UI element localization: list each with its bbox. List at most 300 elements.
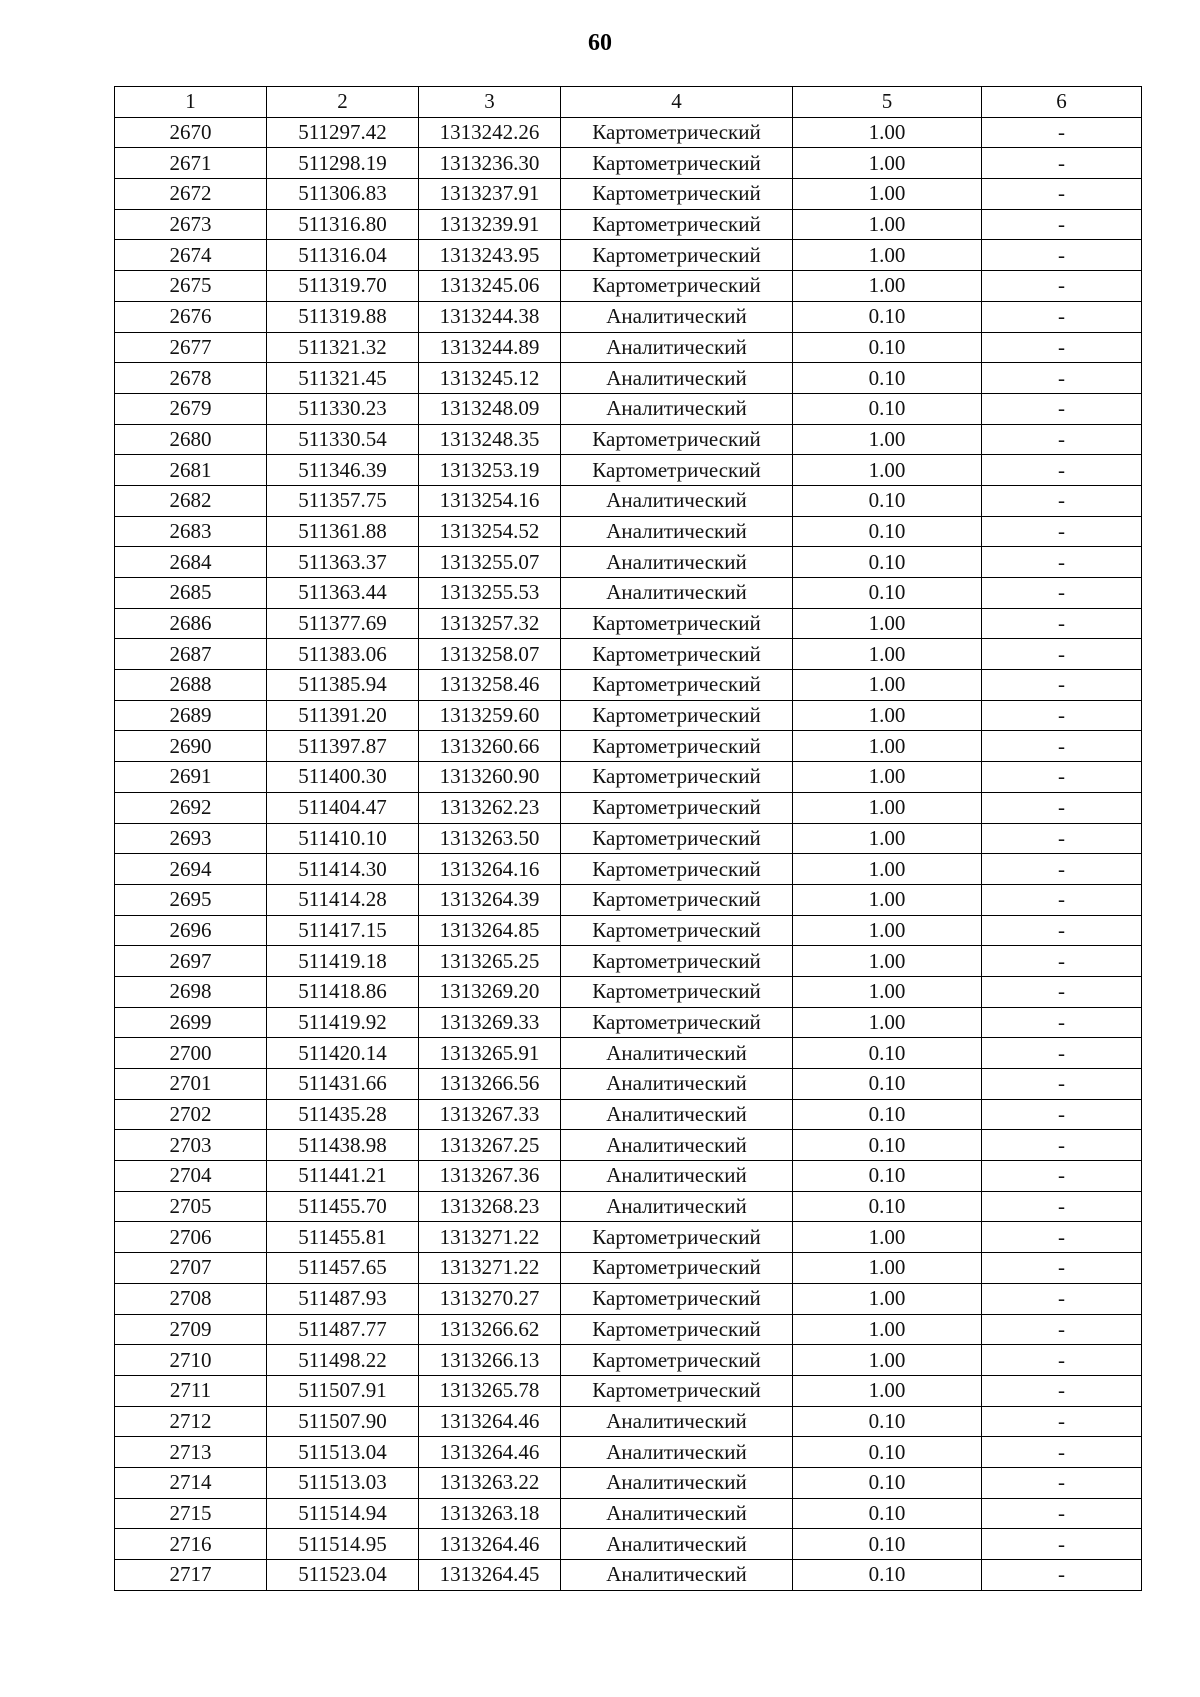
accuracy-cell: 0.10 bbox=[793, 332, 982, 363]
y-coordinate-cell: 1313264.46 bbox=[419, 1529, 561, 1560]
point-number-cell: 2711 bbox=[115, 1375, 267, 1406]
method-cell: Картометрический bbox=[561, 639, 793, 670]
accuracy-cell: 1.00 bbox=[793, 884, 982, 915]
accuracy-cell: 1.00 bbox=[793, 915, 982, 946]
x-coordinate-cell: 511418.86 bbox=[267, 976, 419, 1007]
accuracy-cell: 1.00 bbox=[793, 976, 982, 1007]
note-cell: - bbox=[982, 393, 1142, 424]
y-coordinate-cell: 1313269.33 bbox=[419, 1007, 561, 1038]
x-coordinate-cell: 511321.32 bbox=[267, 332, 419, 363]
x-coordinate-cell: 511316.04 bbox=[267, 240, 419, 271]
x-coordinate-cell: 511419.18 bbox=[267, 946, 419, 977]
method-cell: Аналитический bbox=[561, 485, 793, 516]
y-coordinate-cell: 1313266.13 bbox=[419, 1345, 561, 1376]
table-row bbox=[115, 271, 1142, 302]
table-header bbox=[115, 87, 1142, 118]
method-cell: Картометрический bbox=[561, 179, 793, 210]
table-row bbox=[115, 639, 1142, 670]
note-cell: - bbox=[982, 1467, 1142, 1498]
point-number-cell: 2675 bbox=[115, 271, 267, 302]
point-number-cell: 2671 bbox=[115, 148, 267, 179]
note-cell: - bbox=[982, 578, 1142, 609]
accuracy-cell: 0.10 bbox=[793, 1498, 982, 1529]
x-coordinate-cell: 511438.98 bbox=[267, 1130, 419, 1161]
y-coordinate-cell: 1313264.46 bbox=[419, 1406, 561, 1437]
column-header: 3 bbox=[419, 87, 561, 118]
y-coordinate-cell: 1313263.18 bbox=[419, 1498, 561, 1529]
table-row bbox=[115, 731, 1142, 762]
x-coordinate-cell: 511306.83 bbox=[267, 179, 419, 210]
table-row bbox=[115, 117, 1142, 148]
y-coordinate-cell: 1313259.60 bbox=[419, 700, 561, 731]
y-coordinate-cell: 1313242.26 bbox=[419, 117, 561, 148]
x-coordinate-cell: 511330.23 bbox=[267, 393, 419, 424]
y-coordinate-cell: 1313258.07 bbox=[419, 639, 561, 670]
note-cell: - bbox=[982, 1130, 1142, 1161]
note-cell: - bbox=[982, 1007, 1142, 1038]
column-header: 2 bbox=[267, 87, 419, 118]
accuracy-cell: 1.00 bbox=[793, 148, 982, 179]
accuracy-cell: 0.10 bbox=[793, 1099, 982, 1130]
point-number-cell: 2678 bbox=[115, 363, 267, 394]
x-coordinate-cell: 511435.28 bbox=[267, 1099, 419, 1130]
method-cell: Аналитический bbox=[561, 1191, 793, 1222]
y-coordinate-cell: 1313267.33 bbox=[419, 1099, 561, 1130]
method-cell: Аналитический bbox=[561, 1560, 793, 1591]
y-coordinate-cell: 1313255.53 bbox=[419, 578, 561, 609]
note-cell: - bbox=[982, 1560, 1142, 1591]
x-coordinate-cell: 511346.39 bbox=[267, 455, 419, 486]
y-coordinate-cell: 1313264.46 bbox=[419, 1437, 561, 1468]
method-cell: Аналитический bbox=[561, 1038, 793, 1069]
table-body bbox=[115, 117, 1142, 1590]
method-cell: Аналитический bbox=[561, 1099, 793, 1130]
accuracy-cell: 0.10 bbox=[793, 1191, 982, 1222]
table-row bbox=[115, 762, 1142, 793]
accuracy-cell: 1.00 bbox=[793, 731, 982, 762]
method-cell: Аналитический bbox=[561, 393, 793, 424]
point-number-cell: 2689 bbox=[115, 700, 267, 731]
method-cell: Аналитический bbox=[561, 516, 793, 547]
accuracy-cell: 1.00 bbox=[793, 1345, 982, 1376]
method-cell: Картометрический bbox=[561, 271, 793, 302]
method-cell: Картометрический bbox=[561, 823, 793, 854]
accuracy-cell: 1.00 bbox=[793, 1253, 982, 1284]
method-cell: Картометрический bbox=[561, 731, 793, 762]
accuracy-cell: 0.10 bbox=[793, 1069, 982, 1100]
table-row bbox=[115, 1375, 1142, 1406]
note-cell: - bbox=[982, 854, 1142, 885]
table-row bbox=[115, 1099, 1142, 1130]
method-cell: Картометрический bbox=[561, 700, 793, 731]
accuracy-cell: 0.10 bbox=[793, 1437, 982, 1468]
point-number-cell: 2676 bbox=[115, 301, 267, 332]
table-row bbox=[115, 393, 1142, 424]
point-number-cell: 2713 bbox=[115, 1437, 267, 1468]
x-coordinate-cell: 511523.04 bbox=[267, 1560, 419, 1591]
x-coordinate-cell: 511514.94 bbox=[267, 1498, 419, 1529]
table-row bbox=[115, 485, 1142, 516]
column-header: 1 bbox=[115, 87, 267, 118]
accuracy-cell: 1.00 bbox=[793, 209, 982, 240]
method-cell: Картометрический bbox=[561, 1283, 793, 1314]
method-cell: Картометрический bbox=[561, 915, 793, 946]
point-number-cell: 2684 bbox=[115, 547, 267, 578]
x-coordinate-cell: 511363.44 bbox=[267, 578, 419, 609]
accuracy-cell: 1.00 bbox=[793, 608, 982, 639]
y-coordinate-cell: 1313271.22 bbox=[419, 1253, 561, 1284]
x-coordinate-cell: 511363.37 bbox=[267, 547, 419, 578]
x-coordinate-cell: 511513.04 bbox=[267, 1437, 419, 1468]
table-row bbox=[115, 1253, 1142, 1284]
note-cell: - bbox=[982, 1437, 1142, 1468]
y-coordinate-cell: 1313267.36 bbox=[419, 1161, 561, 1192]
x-coordinate-cell: 511420.14 bbox=[267, 1038, 419, 1069]
x-coordinate-cell: 511410.10 bbox=[267, 823, 419, 854]
method-cell: Аналитический bbox=[561, 1529, 793, 1560]
method-cell: Аналитический bbox=[561, 547, 793, 578]
point-number-cell: 2712 bbox=[115, 1406, 267, 1437]
note-cell: - bbox=[982, 1314, 1142, 1345]
x-coordinate-cell: 511391.20 bbox=[267, 700, 419, 731]
y-coordinate-cell: 1313271.22 bbox=[419, 1222, 561, 1253]
note-cell: - bbox=[982, 1161, 1142, 1192]
point-number-cell: 2707 bbox=[115, 1253, 267, 1284]
note-cell: - bbox=[982, 179, 1142, 210]
point-number-cell: 2677 bbox=[115, 332, 267, 363]
point-number-cell: 2708 bbox=[115, 1283, 267, 1314]
method-cell: Аналитический bbox=[561, 578, 793, 609]
accuracy-cell: 1.00 bbox=[793, 117, 982, 148]
method-cell: Картометрический bbox=[561, 148, 793, 179]
method-cell: Картометрический bbox=[561, 1222, 793, 1253]
table-row bbox=[115, 424, 1142, 455]
point-number-cell: 2714 bbox=[115, 1467, 267, 1498]
method-cell: Аналитический bbox=[561, 1498, 793, 1529]
point-number-cell: 2705 bbox=[115, 1191, 267, 1222]
accuracy-cell: 1.00 bbox=[793, 823, 982, 854]
y-coordinate-cell: 1313257.32 bbox=[419, 608, 561, 639]
point-number-cell: 2679 bbox=[115, 393, 267, 424]
accuracy-cell: 0.10 bbox=[793, 363, 982, 394]
note-cell: - bbox=[982, 1345, 1142, 1376]
table-row bbox=[115, 578, 1142, 609]
table-row bbox=[115, 148, 1142, 179]
accuracy-cell: 1.00 bbox=[793, 1283, 982, 1314]
x-coordinate-cell: 511507.91 bbox=[267, 1375, 419, 1406]
point-number-cell: 2688 bbox=[115, 670, 267, 701]
method-cell: Картометрический bbox=[561, 946, 793, 977]
method-cell: Картометрический bbox=[561, 240, 793, 271]
table-row bbox=[115, 1007, 1142, 1038]
method-cell: Картометрический bbox=[561, 209, 793, 240]
x-coordinate-cell: 511455.81 bbox=[267, 1222, 419, 1253]
x-coordinate-cell: 511319.88 bbox=[267, 301, 419, 332]
accuracy-cell: 0.10 bbox=[793, 1560, 982, 1591]
table-row bbox=[115, 1130, 1142, 1161]
method-cell: Картометрический bbox=[561, 455, 793, 486]
point-number-cell: 2716 bbox=[115, 1529, 267, 1560]
y-coordinate-cell: 1313236.30 bbox=[419, 148, 561, 179]
y-coordinate-cell: 1313258.46 bbox=[419, 670, 561, 701]
y-coordinate-cell: 1313264.85 bbox=[419, 915, 561, 946]
method-cell: Картометрический bbox=[561, 976, 793, 1007]
x-coordinate-cell: 511321.45 bbox=[267, 363, 419, 394]
table-row bbox=[115, 1437, 1142, 1468]
method-cell: Картометрический bbox=[561, 1253, 793, 1284]
table-row bbox=[115, 547, 1142, 578]
method-cell: Аналитический bbox=[561, 1406, 793, 1437]
note-cell: - bbox=[982, 1069, 1142, 1100]
table-row bbox=[115, 240, 1142, 271]
table-row bbox=[115, 854, 1142, 885]
column-header: 6 bbox=[982, 87, 1142, 118]
accuracy-cell: 1.00 bbox=[793, 700, 982, 731]
y-coordinate-cell: 1313245.12 bbox=[419, 363, 561, 394]
accuracy-cell: 1.00 bbox=[793, 854, 982, 885]
y-coordinate-cell: 1313237.91 bbox=[419, 179, 561, 210]
y-coordinate-cell: 1313265.91 bbox=[419, 1038, 561, 1069]
x-coordinate-cell: 511487.93 bbox=[267, 1283, 419, 1314]
note-cell: - bbox=[982, 884, 1142, 915]
accuracy-cell: 1.00 bbox=[793, 455, 982, 486]
method-cell: Аналитический bbox=[561, 1130, 793, 1161]
note-cell: - bbox=[982, 1222, 1142, 1253]
note-cell: - bbox=[982, 1191, 1142, 1222]
point-number-cell: 2670 bbox=[115, 117, 267, 148]
x-coordinate-cell: 511385.94 bbox=[267, 670, 419, 701]
method-cell: Картометрический bbox=[561, 1007, 793, 1038]
table-row bbox=[115, 516, 1142, 547]
method-cell: Картометрический bbox=[561, 670, 793, 701]
note-cell: - bbox=[982, 301, 1142, 332]
accuracy-cell: 1.00 bbox=[793, 946, 982, 977]
accuracy-cell: 0.10 bbox=[793, 393, 982, 424]
x-coordinate-cell: 511457.65 bbox=[267, 1253, 419, 1284]
table-row bbox=[115, 915, 1142, 946]
table-row bbox=[115, 209, 1142, 240]
point-number-cell: 2702 bbox=[115, 1099, 267, 1130]
method-cell: Картометрический bbox=[561, 424, 793, 455]
accuracy-cell: 0.10 bbox=[793, 516, 982, 547]
point-number-cell: 2695 bbox=[115, 884, 267, 915]
point-number-cell: 2680 bbox=[115, 424, 267, 455]
accuracy-cell: 1.00 bbox=[793, 1314, 982, 1345]
accuracy-cell: 1.00 bbox=[793, 670, 982, 701]
point-number-cell: 2700 bbox=[115, 1038, 267, 1069]
point-number-cell: 2701 bbox=[115, 1069, 267, 1100]
point-number-cell: 2691 bbox=[115, 762, 267, 793]
method-cell: Аналитический bbox=[561, 1467, 793, 1498]
accuracy-cell: 0.10 bbox=[793, 1406, 982, 1437]
y-coordinate-cell: 1313245.06 bbox=[419, 271, 561, 302]
accuracy-cell: 0.10 bbox=[793, 1467, 982, 1498]
point-number-cell: 2717 bbox=[115, 1560, 267, 1591]
page-number: 60 bbox=[588, 30, 612, 56]
accuracy-cell: 0.10 bbox=[793, 1130, 982, 1161]
note-cell: - bbox=[982, 485, 1142, 516]
table-row bbox=[115, 1560, 1142, 1591]
point-number-cell: 2698 bbox=[115, 976, 267, 1007]
point-number-cell: 2699 bbox=[115, 1007, 267, 1038]
accuracy-cell: 1.00 bbox=[793, 1222, 982, 1253]
y-coordinate-cell: 1313264.16 bbox=[419, 854, 561, 885]
x-coordinate-cell: 511417.15 bbox=[267, 915, 419, 946]
y-coordinate-cell: 1313263.50 bbox=[419, 823, 561, 854]
x-coordinate-cell: 511330.54 bbox=[267, 424, 419, 455]
note-cell: - bbox=[982, 209, 1142, 240]
accuracy-cell: 1.00 bbox=[793, 179, 982, 210]
accuracy-cell: 0.10 bbox=[793, 1529, 982, 1560]
point-number-cell: 2694 bbox=[115, 854, 267, 885]
note-cell: - bbox=[982, 670, 1142, 701]
x-coordinate-cell: 511507.90 bbox=[267, 1406, 419, 1437]
note-cell: - bbox=[982, 424, 1142, 455]
accuracy-cell: 1.00 bbox=[793, 639, 982, 670]
y-coordinate-cell: 1313266.62 bbox=[419, 1314, 561, 1345]
x-coordinate-cell: 511316.80 bbox=[267, 209, 419, 240]
method-cell: Картометрический bbox=[561, 884, 793, 915]
table-row bbox=[115, 823, 1142, 854]
note-cell: - bbox=[982, 976, 1142, 1007]
column-header: 5 bbox=[793, 87, 982, 118]
note-cell: - bbox=[982, 823, 1142, 854]
y-coordinate-cell: 1313243.95 bbox=[419, 240, 561, 271]
accuracy-cell: 1.00 bbox=[793, 762, 982, 793]
y-coordinate-cell: 1313260.90 bbox=[419, 762, 561, 793]
method-cell: Картометрический bbox=[561, 117, 793, 148]
point-number-cell: 2686 bbox=[115, 608, 267, 639]
y-coordinate-cell: 1313253.19 bbox=[419, 455, 561, 486]
note-cell: - bbox=[982, 1375, 1142, 1406]
note-cell: - bbox=[982, 271, 1142, 302]
point-number-cell: 2693 bbox=[115, 823, 267, 854]
table-row bbox=[115, 1283, 1142, 1314]
y-coordinate-cell: 1313248.09 bbox=[419, 393, 561, 424]
note-cell: - bbox=[982, 1529, 1142, 1560]
table-row bbox=[115, 792, 1142, 823]
point-number-cell: 2682 bbox=[115, 485, 267, 516]
y-coordinate-cell: 1313268.23 bbox=[419, 1191, 561, 1222]
x-coordinate-cell: 511297.42 bbox=[267, 117, 419, 148]
y-coordinate-cell: 1313264.45 bbox=[419, 1560, 561, 1591]
note-cell: - bbox=[982, 1253, 1142, 1284]
note-cell: - bbox=[982, 516, 1142, 547]
table-row bbox=[115, 363, 1142, 394]
accuracy-cell: 0.10 bbox=[793, 1161, 982, 1192]
method-cell: Картометрический bbox=[561, 1375, 793, 1406]
table-row bbox=[115, 179, 1142, 210]
accuracy-cell: 1.00 bbox=[793, 792, 982, 823]
y-coordinate-cell: 1313244.89 bbox=[419, 332, 561, 363]
point-number-cell: 2674 bbox=[115, 240, 267, 271]
table-row bbox=[115, 670, 1142, 701]
coordinates-table bbox=[114, 86, 1142, 1591]
note-cell: - bbox=[982, 1099, 1142, 1130]
note-cell: - bbox=[982, 332, 1142, 363]
accuracy-cell: 0.10 bbox=[793, 485, 982, 516]
method-cell: Картометрический bbox=[561, 1345, 793, 1376]
method-cell: Картометрический bbox=[561, 762, 793, 793]
note-cell: - bbox=[982, 1038, 1142, 1069]
y-coordinate-cell: 1313263.22 bbox=[419, 1467, 561, 1498]
point-number-cell: 2697 bbox=[115, 946, 267, 977]
table-row bbox=[115, 1161, 1142, 1192]
table-row bbox=[115, 884, 1142, 915]
note-cell: - bbox=[982, 1283, 1142, 1314]
accuracy-cell: 0.10 bbox=[793, 301, 982, 332]
table-row bbox=[115, 1345, 1142, 1376]
table-row bbox=[115, 1314, 1142, 1345]
x-coordinate-cell: 511319.70 bbox=[267, 271, 419, 302]
y-coordinate-cell: 1313264.39 bbox=[419, 884, 561, 915]
y-coordinate-cell: 1313244.38 bbox=[419, 301, 561, 332]
x-coordinate-cell: 511404.47 bbox=[267, 792, 419, 823]
table-row bbox=[115, 301, 1142, 332]
method-cell: Картометрический bbox=[561, 608, 793, 639]
note-cell: - bbox=[982, 731, 1142, 762]
x-coordinate-cell: 511498.22 bbox=[267, 1345, 419, 1376]
y-coordinate-cell: 1313262.23 bbox=[419, 792, 561, 823]
x-coordinate-cell: 511397.87 bbox=[267, 731, 419, 762]
y-coordinate-cell: 1313265.78 bbox=[419, 1375, 561, 1406]
method-cell: Аналитический bbox=[561, 332, 793, 363]
x-coordinate-cell: 511455.70 bbox=[267, 1191, 419, 1222]
accuracy-cell: 1.00 bbox=[793, 1007, 982, 1038]
y-coordinate-cell: 1313266.56 bbox=[419, 1069, 561, 1100]
note-cell: - bbox=[982, 363, 1142, 394]
accuracy-cell: 1.00 bbox=[793, 271, 982, 302]
method-cell: Картометрический bbox=[561, 854, 793, 885]
point-number-cell: 2710 bbox=[115, 1345, 267, 1376]
note-cell: - bbox=[982, 1498, 1142, 1529]
table-row bbox=[115, 946, 1142, 977]
method-cell: Картометрический bbox=[561, 792, 793, 823]
y-coordinate-cell: 1313265.25 bbox=[419, 946, 561, 977]
point-number-cell: 2706 bbox=[115, 1222, 267, 1253]
table-row bbox=[115, 1069, 1142, 1100]
y-coordinate-cell: 1313269.20 bbox=[419, 976, 561, 1007]
point-number-cell: 2687 bbox=[115, 639, 267, 670]
x-coordinate-cell: 511441.21 bbox=[267, 1161, 419, 1192]
x-coordinate-cell: 511431.66 bbox=[267, 1069, 419, 1100]
table-row bbox=[115, 1222, 1142, 1253]
x-coordinate-cell: 511400.30 bbox=[267, 762, 419, 793]
x-coordinate-cell: 511414.30 bbox=[267, 854, 419, 885]
point-number-cell: 2696 bbox=[115, 915, 267, 946]
method-cell: Аналитический bbox=[561, 1437, 793, 1468]
method-cell: Аналитический bbox=[561, 1161, 793, 1192]
y-coordinate-cell: 1313248.35 bbox=[419, 424, 561, 455]
x-coordinate-cell: 511361.88 bbox=[267, 516, 419, 547]
point-number-cell: 2672 bbox=[115, 179, 267, 210]
x-coordinate-cell: 511357.75 bbox=[267, 485, 419, 516]
point-number-cell: 2715 bbox=[115, 1498, 267, 1529]
table-row bbox=[115, 455, 1142, 486]
accuracy-cell: 0.10 bbox=[793, 1038, 982, 1069]
method-cell: Аналитический bbox=[561, 363, 793, 394]
method-cell: Аналитический bbox=[561, 301, 793, 332]
note-cell: - bbox=[982, 148, 1142, 179]
table-row bbox=[115, 1038, 1142, 1069]
y-coordinate-cell: 1313270.27 bbox=[419, 1283, 561, 1314]
header-row bbox=[115, 87, 1142, 118]
accuracy-cell: 1.00 bbox=[793, 424, 982, 455]
note-cell: - bbox=[982, 946, 1142, 977]
point-number-cell: 2673 bbox=[115, 209, 267, 240]
y-coordinate-cell: 1313255.07 bbox=[419, 547, 561, 578]
note-cell: - bbox=[982, 792, 1142, 823]
